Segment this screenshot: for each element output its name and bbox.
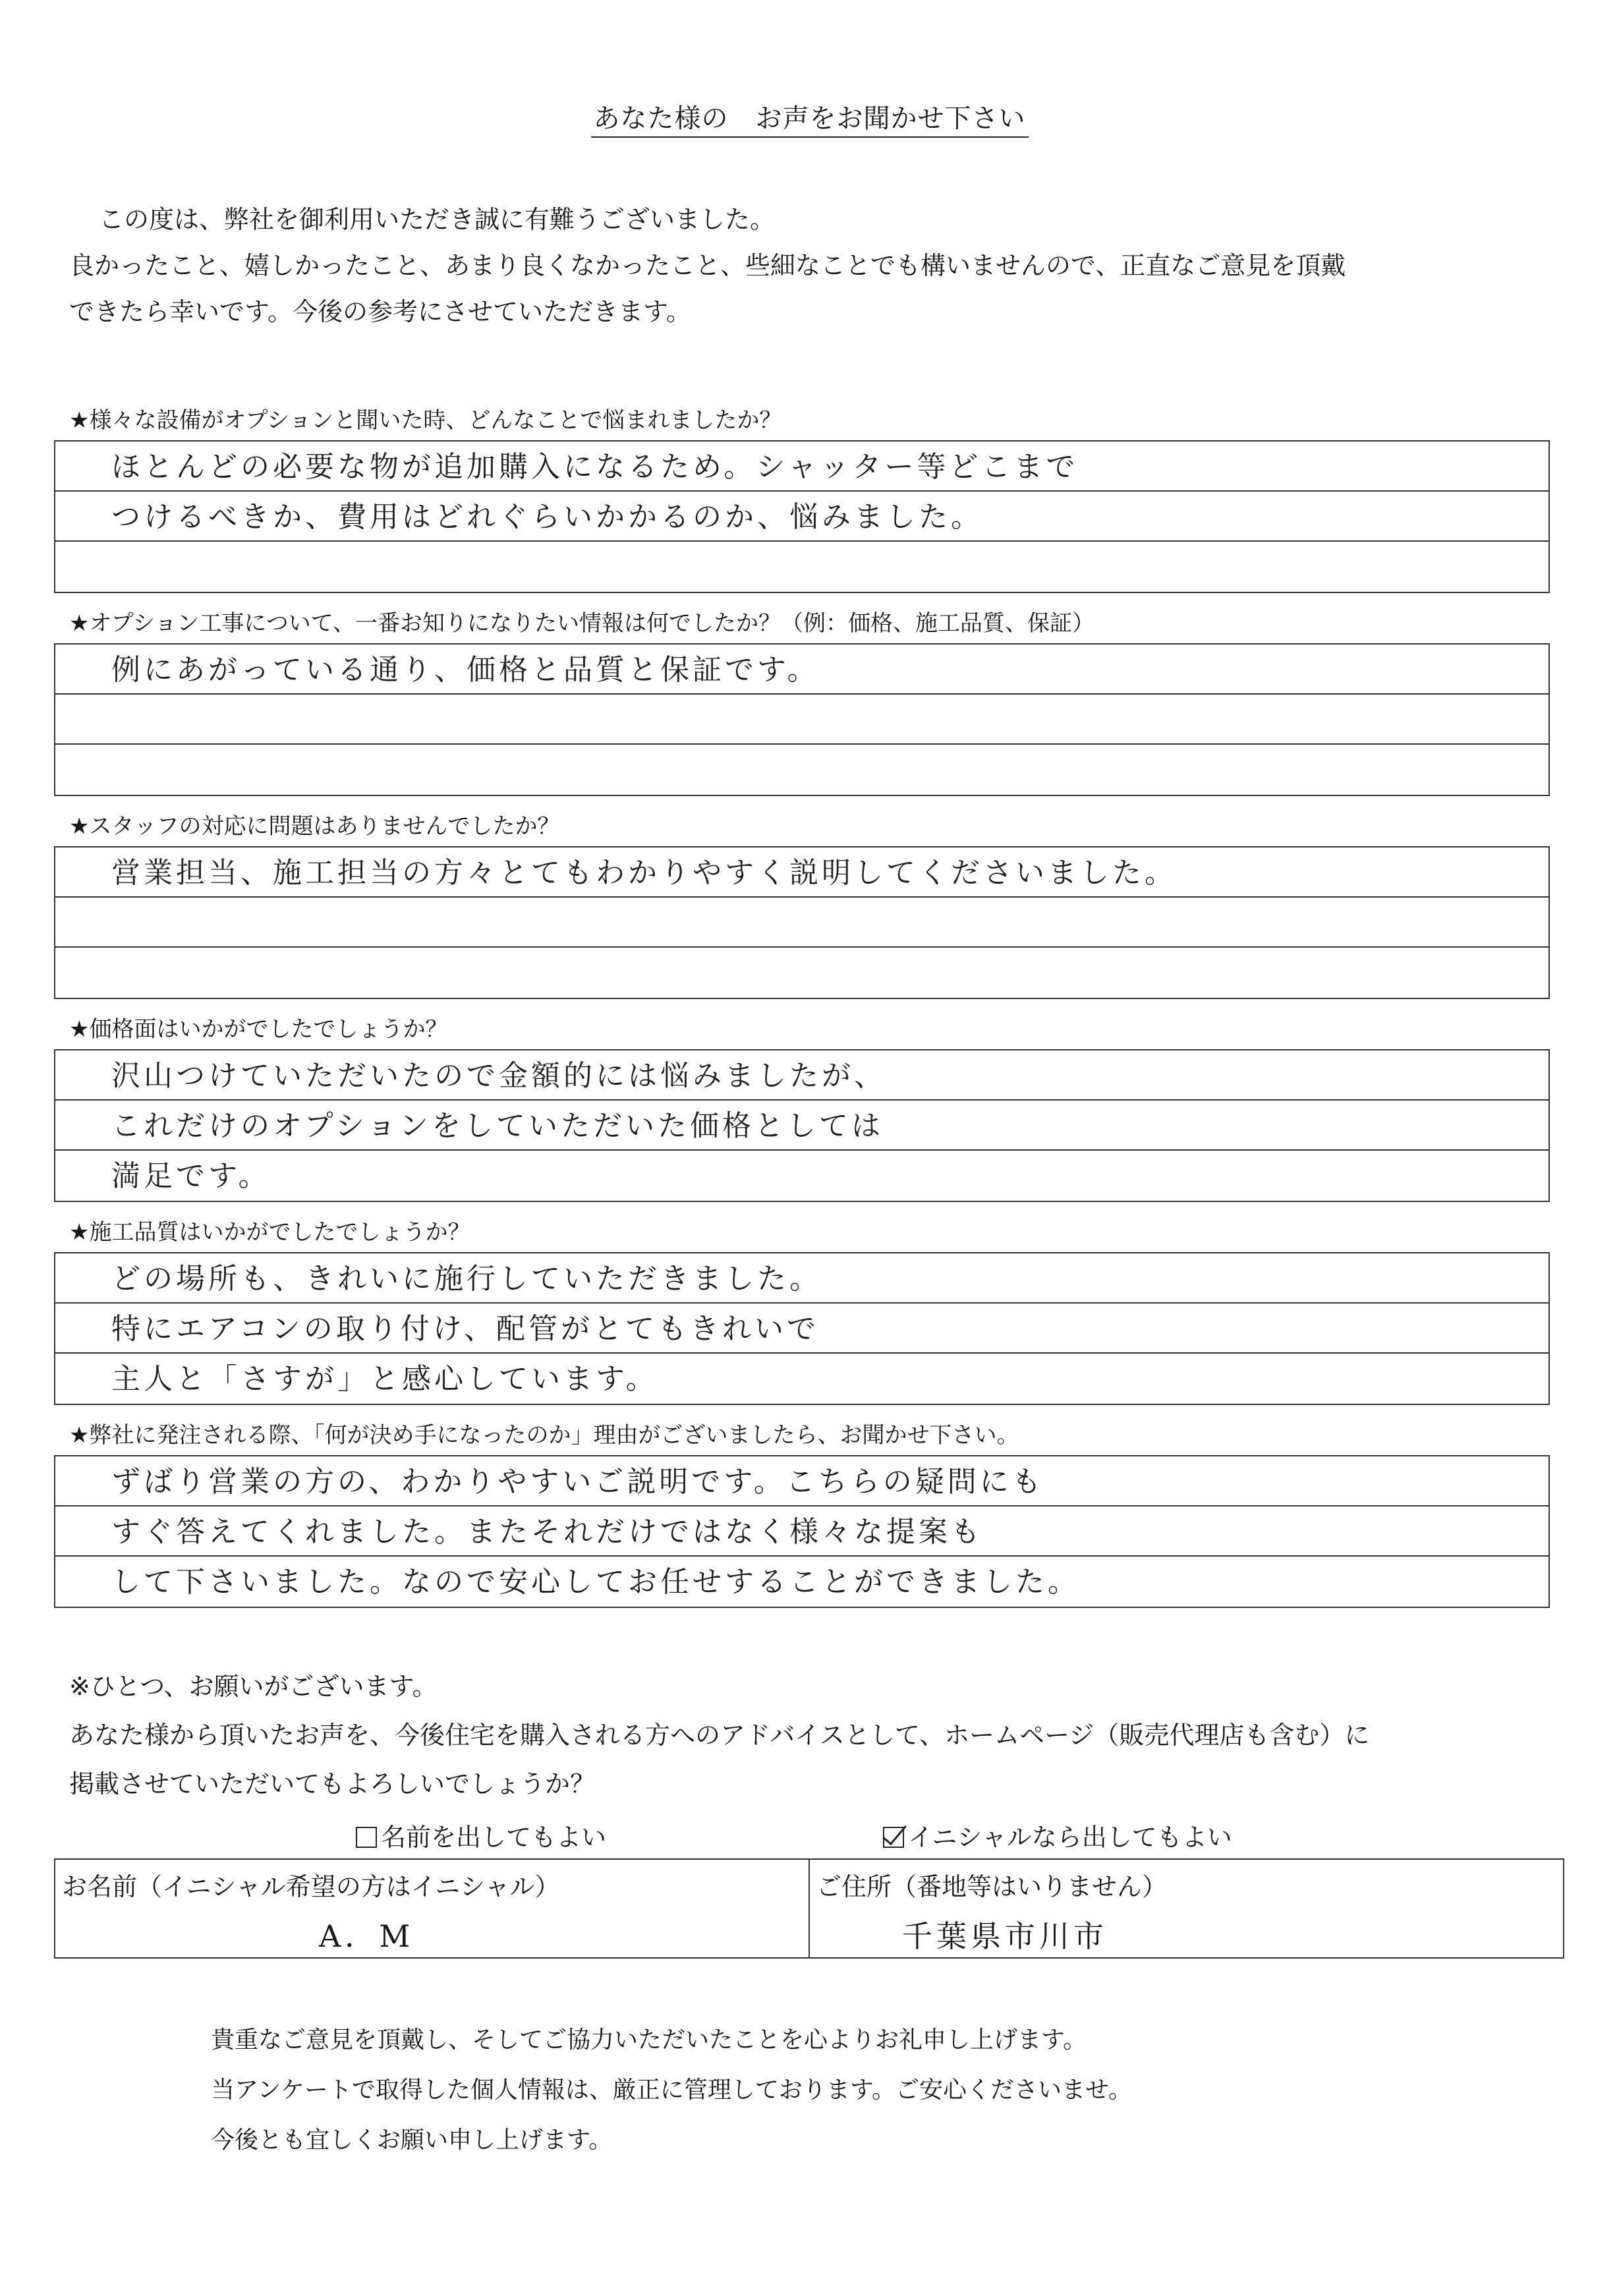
closing-line: 貴重なご意見を頂戴し、そしてご協力いただいたことを心よりお礼申し上げます。 xyxy=(211,2026,1087,2053)
answer-line: ほとんどの必要な物が追加購入になるため。シャッター等どこまで xyxy=(55,442,1548,492)
question-3-label: ★スタッフの対応に問題はありませんでしたか？ xyxy=(69,813,560,840)
address-cell xyxy=(810,1860,1563,1957)
checked-checkbox-icon[interactable] xyxy=(883,1827,904,1848)
answer-line: つけるべきか、費用はどれぐらいかかるのか、悩みました。 xyxy=(55,492,1548,542)
answer-line: 主人と「さすが」と感心しています。 xyxy=(111,1362,658,1396)
checkbox-icon[interactable] xyxy=(356,1827,377,1848)
request-line: 掲載させていただいてもよろしいでしょうか？ xyxy=(69,1769,596,1798)
closing-line: 当アンケートで取得した個人情報は、厳正に管理しております。ご安心くださいませ。 xyxy=(211,2077,1132,2104)
answer-line: 沢山つけていただいたので金額的には悩みましたが、 xyxy=(55,1050,1548,1101)
answer-line: 例にあがっている通り、価格と品質と保証です。 xyxy=(55,645,1548,695)
question-5-label: ★施工品質はいかがでしたでしょうか？ xyxy=(69,1219,470,1246)
question-1-answer-box xyxy=(54,440,1550,593)
name-value: A．M xyxy=(319,1918,414,1954)
question-5-answer-box xyxy=(54,1252,1550,1405)
page-title: あなた様の お声をお聞かせ下さい xyxy=(0,98,1619,135)
answer-line: ずばり営業の方の、わかりやすいご説明です。こちらの疑問にも xyxy=(55,1456,1548,1507)
answer-line: どの場所も、きれいに施行していただきました。 xyxy=(55,1253,1548,1304)
name-label: お名前（イニシャル希望の方はイニシャル） xyxy=(62,1872,560,1901)
answer-line xyxy=(55,745,1548,795)
request-line: あなた様から頂いたお声を、今後住宅を購入される方へのアドバイスとして、ホームページ（販売代理店も含む）に xyxy=(69,1721,1370,1750)
intro-text xyxy=(69,196,1565,335)
question-1-label: ★様々な設備がオプションと聞いた時、どんなことで悩まれましたか？ xyxy=(69,407,782,434)
question-6-answer-box xyxy=(54,1455,1550,1608)
answer-line: して下さいました。なので安心してお任せすることができました。 xyxy=(111,1565,1080,1599)
question-6-label: ★弊社に発注される際、「何が決め手になったのか」理由がございましたら、お聞かせ下さい。 xyxy=(69,1422,1019,1449)
answer-line: これだけのオプションをしていただいた価格としては xyxy=(55,1101,1548,1151)
answer-line: 満足です。 xyxy=(111,1159,271,1193)
question-4-answer-box xyxy=(54,1049,1550,1202)
address-value: 千葉県市川市 xyxy=(902,1918,1108,1954)
intro-line: できたら幸いです。今後の参考にさせていただきます。 xyxy=(69,297,691,326)
closing-line: 今後とも宜しくお願い申し上げます。 xyxy=(211,2127,613,2154)
consent-option-initial[interactable] xyxy=(883,1817,1232,1853)
closing-text xyxy=(211,2015,1132,2166)
consent-option-label: イニシャルなら出してもよい xyxy=(908,1823,1232,1852)
consent-option-name[interactable] xyxy=(356,1817,606,1853)
answer-line xyxy=(55,695,1548,745)
intro-line: 良かったこと、嬉しかったこと、あまり良くなかったこと、些細なことでも構いませんので、正直なご意見を頂戴 xyxy=(69,251,1346,280)
consent-option-label: 名前を出してもよい xyxy=(381,1823,607,1852)
question-2-answer-box xyxy=(54,643,1550,796)
name-cell xyxy=(55,1860,810,1957)
address-label: ご住所（番地等はいりません） xyxy=(816,1872,1168,1901)
intro-line: この度は、弊社を御利用いただき誠に有難うございました。 xyxy=(99,205,776,234)
question-2-label: ★オプション工事について、一番お知りになりたい情報は何でしたか？（例：価格、施工品質、保証） xyxy=(69,610,1095,637)
request-heading: ※ひとつ、お願いがございます。 xyxy=(69,1672,438,1701)
respondent-info-table xyxy=(54,1858,1564,1959)
answer-line: すぐ答えてくれました。またそれだけではなく様々な提案も xyxy=(55,1507,1548,1557)
answer-line: 特にエアコンの取り付け、配管がとてもきれいで xyxy=(55,1304,1548,1354)
answer-line: 営業担当、施工担当の方々とてもわかりやすく説明してくださいました。 xyxy=(55,847,1548,898)
answer-line xyxy=(55,948,1548,998)
answer-line xyxy=(55,898,1548,948)
question-3-answer-box xyxy=(54,846,1550,999)
answer-line xyxy=(55,542,1548,592)
question-4-label: ★価格面はいかがでしたでしょうか？ xyxy=(69,1016,448,1043)
